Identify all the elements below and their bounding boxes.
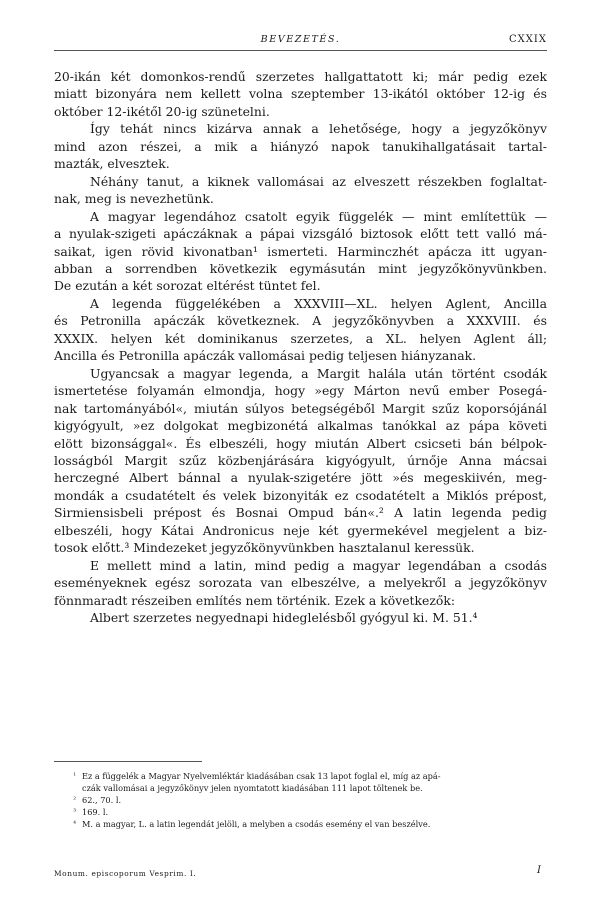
text-line: 20-ikán két domonkos-rendű szerzetes hallgattatott ki; már pedig ezek bbox=[54, 69, 547, 84]
text-line: abban a sorrendben következik egymásután mint jegyzőkönyvünkben. bbox=[54, 260, 547, 276]
text-line: mind azon részei, a mik a hiányzó napok tanukihallgatásait tartal- bbox=[54, 138, 547, 154]
text-line: elbeszéli, hogy Kátai Andronicus neje két gyermekével megjelent a biz- bbox=[54, 522, 547, 538]
header-rule bbox=[54, 50, 547, 51]
paragraph bbox=[54, 365, 547, 557]
footnote-mark: ¹ bbox=[73, 772, 76, 780]
body-text bbox=[54, 68, 547, 627]
footnote-rule bbox=[54, 761, 202, 762]
text-line: Ugyancsak a magyar legenda, a Margit halála után történt csodák bbox=[90, 365, 547, 381]
footnotes bbox=[54, 770, 547, 830]
running-head bbox=[54, 34, 547, 50]
footnote-text: M. a magyar, L. a latin legendát jelöli, a melyben a csodás esemény el van beszélve. bbox=[82, 819, 431, 829]
text-line: és Petronilla apáczák következnek. A jegyzőkönyvben a XXXVIII. és bbox=[54, 313, 547, 329]
text-line: De ezután a két sorozat eltérést tüntet fel. bbox=[54, 278, 321, 294]
footnote bbox=[54, 794, 547, 806]
paragraph bbox=[54, 173, 547, 208]
text-line: A legenda függelékében a XXXVIII—XL. helyen Aglent, Ancilla bbox=[90, 295, 547, 311]
paragraph bbox=[54, 609, 547, 626]
footnote bbox=[54, 818, 547, 830]
text-line: nak tartományából«, miután súlyos betegségéből Margit szűz koporsójánál bbox=[54, 400, 547, 416]
paragraph bbox=[54, 295, 547, 365]
footnote bbox=[54, 770, 547, 782]
footnote-mark: ² bbox=[73, 796, 76, 804]
text-line: kigyógyult, »ez dolgokat megbizonétá alkalmas tanókkal az pápa követi bbox=[54, 418, 547, 434]
text-line: eseményeknek egész sorozata van elbeszélve, a melyekről a jegyzőkönyv bbox=[54, 575, 547, 591]
signature-line: Monum. episcoporum Vesprim. I. bbox=[54, 869, 197, 878]
text-line: Néhány tanut, a kiknek vallomásai az elveszett részekben foglaltat- bbox=[90, 173, 547, 189]
text-line: losságból Margit szűz közbenjárására kigyógyult, úrnője Anna mácsai bbox=[54, 452, 547, 468]
text-line: XXXIX. helyen két dominikanus szerzetes, a XL. helyen Aglent áll; bbox=[54, 330, 547, 346]
paragraph bbox=[54, 68, 547, 120]
text-line: Így tehát nincs kizárva annak a lehetősége, hogy a jegyzőkönyv bbox=[90, 121, 547, 137]
footnote bbox=[54, 806, 547, 818]
text-line: saikat, igen rövid kivonatban¹ ismerteti. Harminczhét apácza itt ugyan- bbox=[54, 243, 547, 259]
text-line: fönnmaradt részeiben említés nem történik. Ezek a következők: bbox=[54, 592, 456, 608]
text-line: nak, meg is nevezhetünk. bbox=[54, 191, 214, 207]
text-line: tosok előtt.³ Mindezeket jegyzőkönyvünkben hasztalanul keressük. bbox=[54, 540, 475, 556]
footnote-text: 169. l. bbox=[82, 807, 109, 817]
paragraph bbox=[54, 557, 547, 609]
text-line: herczegné Albert bánnal a nyulak-szigetére jött »és megeskiivén, meg- bbox=[54, 470, 547, 486]
signature-mark: I bbox=[537, 865, 541, 876]
text-line: mazták, elvesztek. bbox=[54, 156, 170, 172]
footnote-text: czák vallomásai a jegyzőkönyv jelen nyomtatott kiadásában 111 lapot töltenek be. bbox=[82, 783, 423, 793]
paragraph bbox=[54, 208, 547, 295]
text-line: ismertetése folyamán elmondja, hogy »egy Márton nevű ember Posegá- bbox=[54, 383, 547, 399]
page-number: CXXIX bbox=[509, 34, 547, 45]
text-line: a nyulak-szigeti apáczáknak a pápai vizsgáló biztosok előtt tett valló má- bbox=[54, 226, 547, 242]
running-head-title: BEVEZETÉS. bbox=[260, 34, 341, 45]
text-line: Sirmiensisbeli prépost és Bosnai Ompud bán«.² A latin legenda pedig bbox=[54, 505, 547, 521]
paragraph bbox=[54, 120, 547, 172]
footnote-text: Ez a függelék a Magyar Nyelvemléktár kiadásában csak 13 lapot foglal el, míg az apá- bbox=[82, 771, 441, 781]
text-line: elött bizonsággal«. És elbeszéli, hogy miután Albert csicseti bán bélpok- bbox=[54, 435, 547, 451]
text-line: Ancilla és Petronilla apáczák vallomásai pedig teljesen hiányzanak. bbox=[54, 348, 477, 364]
footnote-mark: ³ bbox=[73, 808, 76, 816]
text-line: miatt bizonyára nem kellett volna szeptember 13-ikától október 12-ig és bbox=[54, 86, 547, 102]
footnote-mark: ⁴ bbox=[73, 820, 76, 828]
text-line: E mellett mind a latin, mind pedig a magyar legendában a csodás bbox=[90, 557, 547, 573]
text-line: október 12-ikétől 20-ig szünetelni. bbox=[54, 103, 270, 119]
text-line: Albert szerzetes negyednapi hideglelésből gyógyul ki. M. 51.⁴ bbox=[90, 610, 478, 626]
text-line: mondák a csudatételt és velek bizonyiták ez csodatételt a Miklós prépost, bbox=[54, 487, 547, 503]
text-line: A magyar legendához csatolt egyik függelék — mint említettük — bbox=[90, 208, 547, 224]
footnote bbox=[54, 782, 547, 794]
footnote-text: 62., 70. l. bbox=[82, 795, 122, 805]
